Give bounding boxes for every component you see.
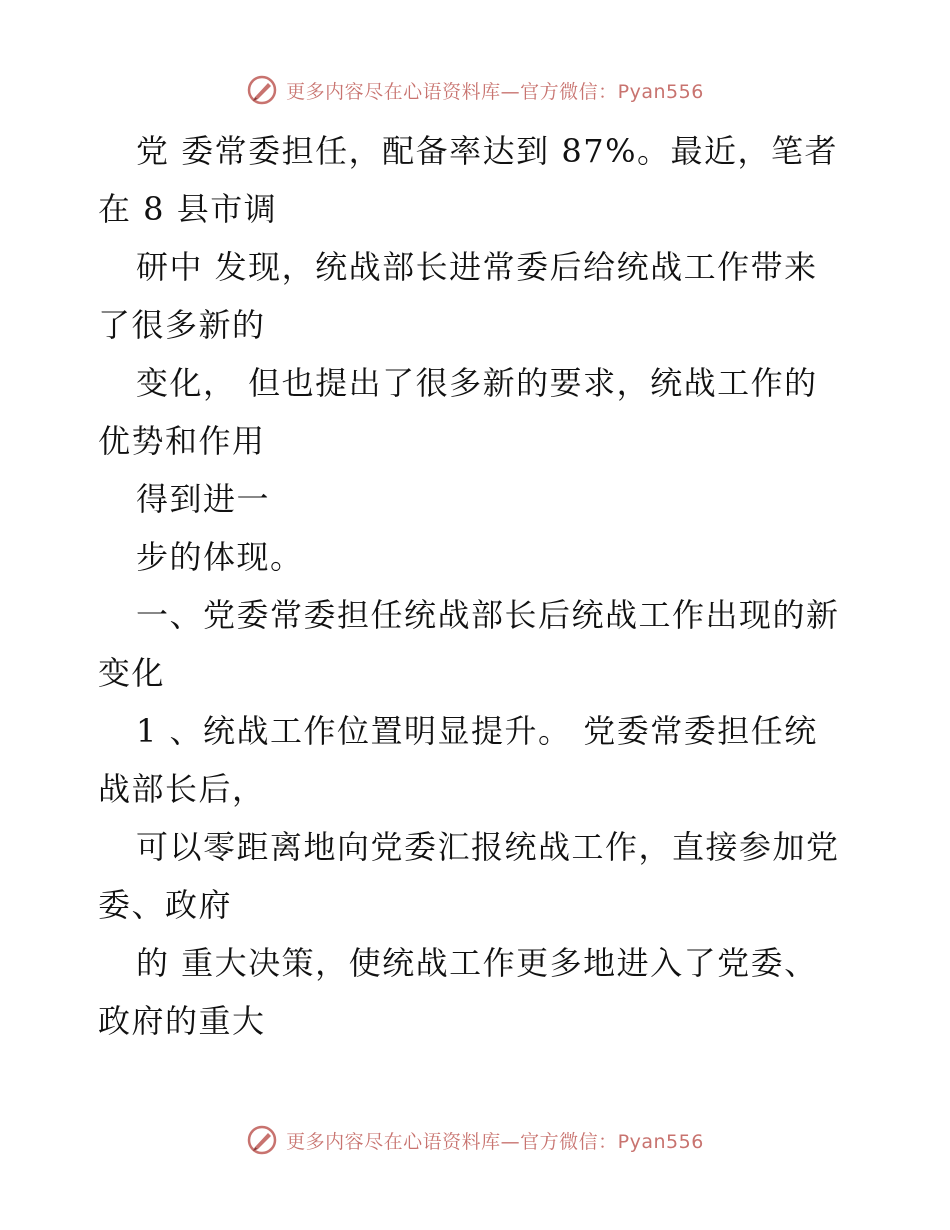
text-line: 一、党委常委担任统战部长后统战工作出现的新 xyxy=(136,596,840,634)
header-watermark xyxy=(0,70,950,110)
text-line: 的 重大决策，使统战工作更多地进入了党委、 xyxy=(136,944,818,982)
text-line: 了很多新的 xyxy=(98,306,266,344)
text-line: 在 8 县市调 xyxy=(98,190,278,228)
text-line: 优势和作用 xyxy=(98,422,266,460)
text-line: 党 委常委担任，配备率达到 87%。最近，笔者 xyxy=(136,132,838,170)
footer-watermark xyxy=(0,1120,950,1160)
text-line: 战部长后， xyxy=(98,770,266,808)
text-line: 变化 xyxy=(98,654,166,692)
text-line: 可以零距离地向党委汇报统战工作，直接参加党 xyxy=(136,828,840,866)
text-line: 变化， 但也提出了很多新的要求，统战工作的 xyxy=(136,364,818,402)
pen-logo-icon xyxy=(246,74,278,106)
text-line: 政府的重大 xyxy=(98,1002,266,1040)
document-body xyxy=(98,122,858,1050)
watermark-text: 更多内容尽在心语资料库—官方微信：Pyan556 xyxy=(286,1130,704,1153)
text-line: 研中 发现，统战部长进常委后给统战工作带来 xyxy=(136,248,818,286)
text-line: 委、政府 xyxy=(98,886,233,924)
text-line: 步的体现。 xyxy=(136,538,304,576)
pen-logo-icon xyxy=(246,1124,278,1156)
text-line: 得到进一 xyxy=(136,480,271,518)
watermark-text: 更多内容尽在心语资料库—官方微信：Pyan556 xyxy=(286,80,704,103)
text-line: 1 、统战工作位置明显提升。 党委常委担任统 xyxy=(136,712,818,750)
